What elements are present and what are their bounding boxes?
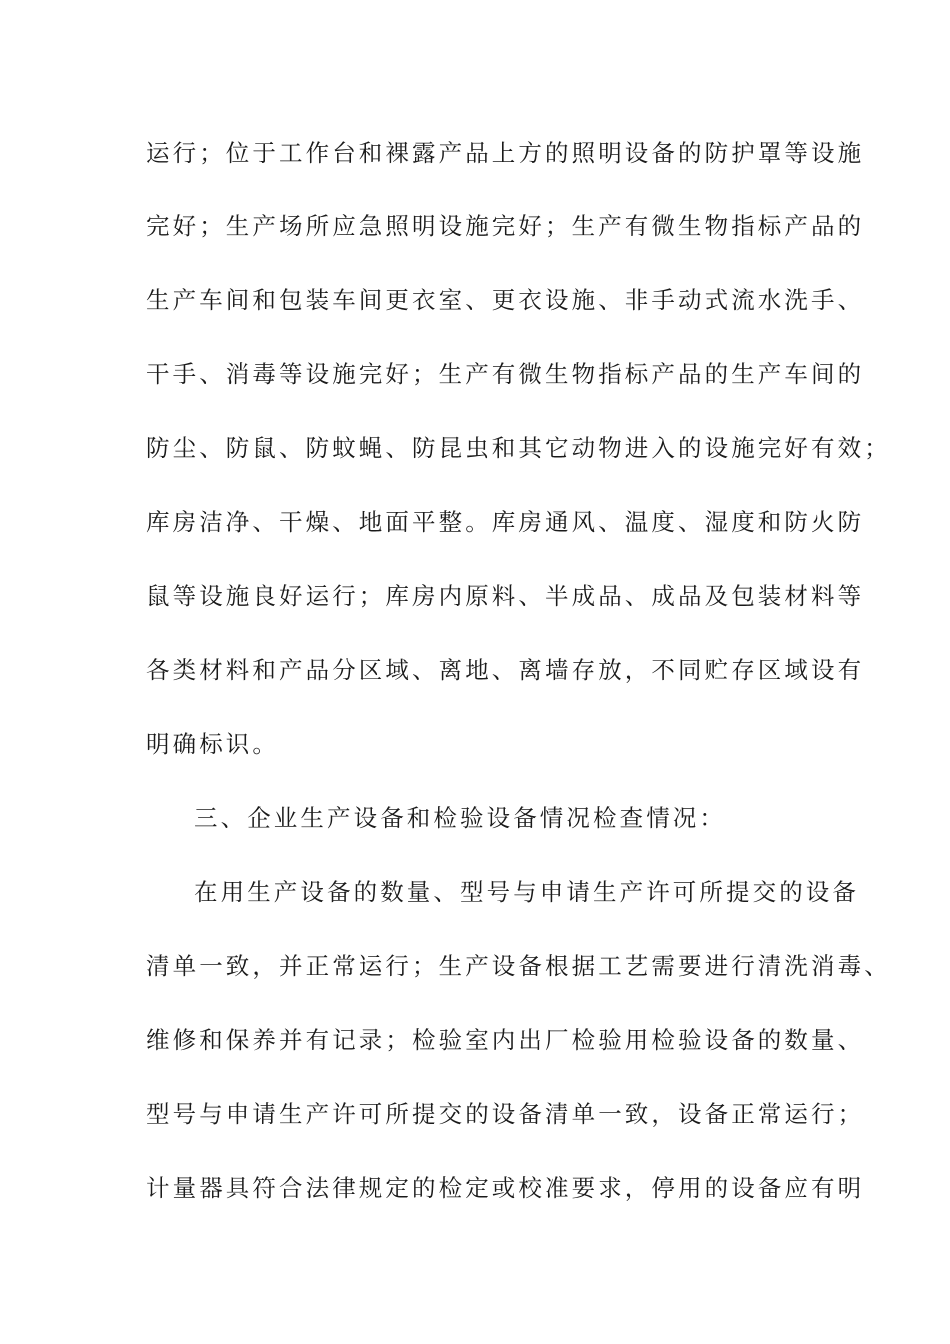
paragraph-line: 明确标识。 [146,730,279,758]
paragraph-line: 计量器具符合法律规定的检定或校准要求，停用的设备应有明 [146,1174,865,1202]
paragraph-line: 生产车间和包装车间更衣室、更衣设施、非手动式流水洗手、 [146,286,865,314]
paragraph-line: 防尘、防鼠、防蚊蝇、防昆虫和其它动物进入的设施完好有效； [146,434,891,462]
paragraph-line: 在用生产设备的数量、型号与申请生产许可所提交的设备 [194,878,859,906]
paragraph-line: 鼠等设施良好运行；库房内原料、半成品、成品及包装材料等 [146,582,865,610]
paragraph-line: 干手、消毒等设施完好；生产有微生物指标产品的生产车间的 [146,360,865,388]
paragraph-line: 各类材料和产品分区域、离地、离墙存放，不同贮存区域设有 [146,656,865,684]
paragraph-line: 库房洁净、干燥、地面平整。库房通风、温度、湿度和防火防 [146,508,865,536]
paragraph-line: 维修和保养并有记录；检验室内出厂检验用检验设备的数量、 [146,1026,865,1054]
paragraph-line: 型号与申请生产许可所提交的设备清单一致，设备正常运行； [146,1100,865,1128]
paragraph-line: 清单一致，并正常运行；生产设备根据工艺需要进行清洗消毒、 [146,952,891,980]
paragraph-line: 运行；位于工作台和裸露产品上方的照明设备的防护罩等设施 [146,139,865,167]
section-heading: 三、企业生产设备和检验设备情况检查情况： [194,804,726,832]
paragraph-line: 完好；生产场所应急照明设施完好；生产有微生物指标产品的 [146,212,865,240]
